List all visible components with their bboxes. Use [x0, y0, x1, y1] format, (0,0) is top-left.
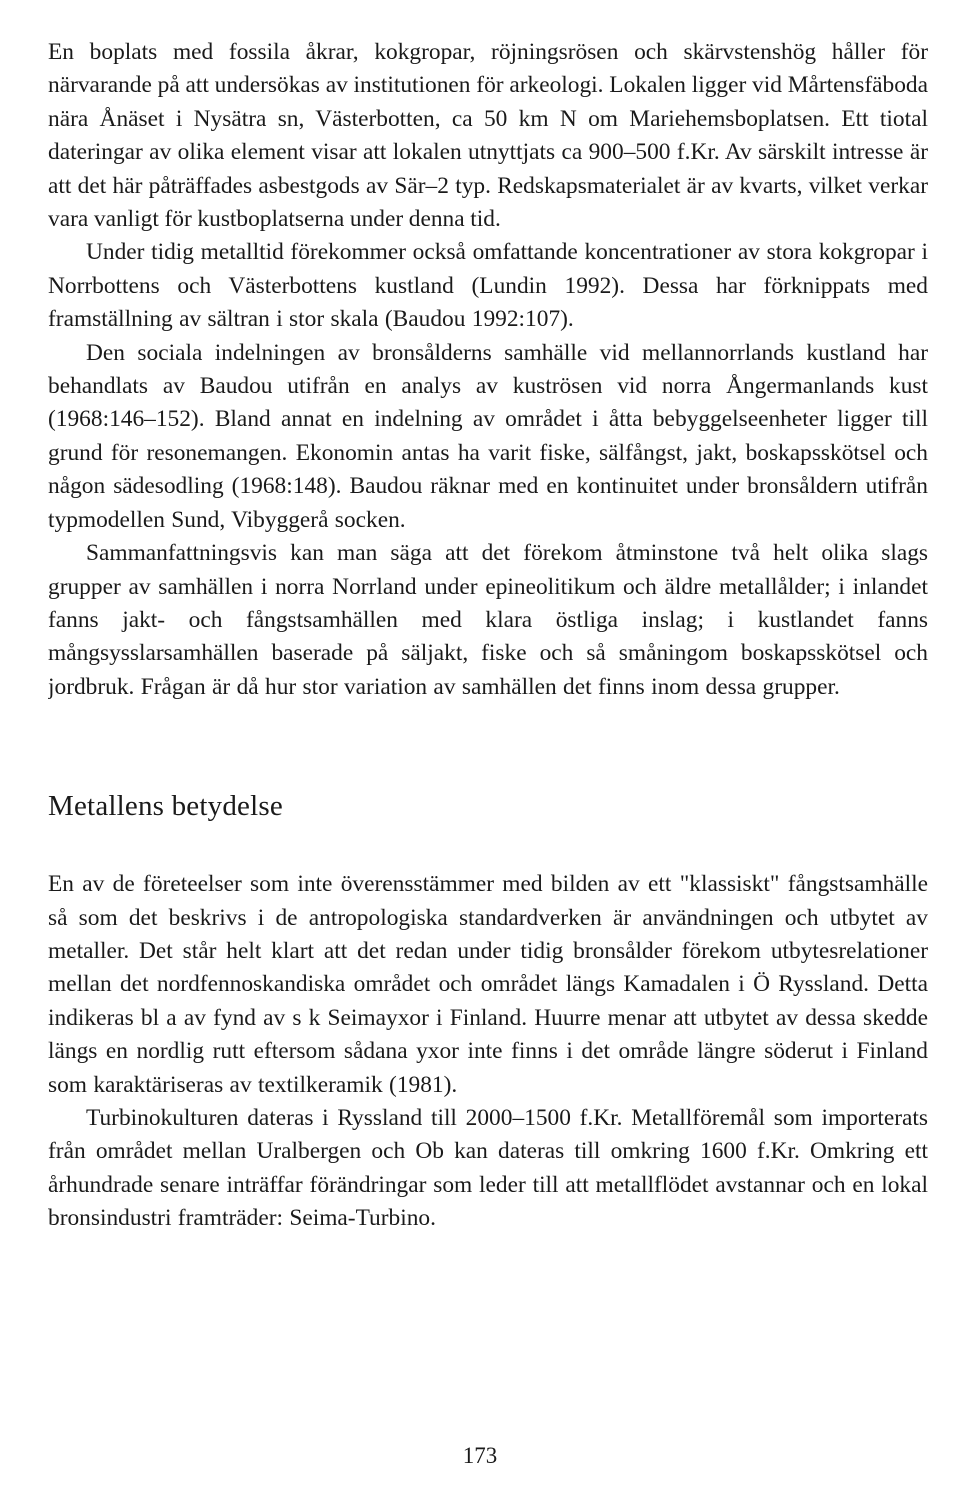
- body-paragraph: Under tidig metalltid förekommer också omfattande koncentrationer av stora kokgropar i Norrbottens och Västerbottens kustland (Lundin 1992). Dessa har förknippats med framställning av sältran i stor skala (Baudou 1992:107).: [48, 239, 928, 333]
- section-body: [48, 868, 928, 1235]
- page-number: 173: [462, 1443, 498, 1468]
- body-paragraph: Sammanfattningsvis kan man säga att det förekom åtminstone två helt olika slags grupper av samhällen i norra Norrland under epineolitikum och äldre metallålder; i inlandet fanns jakt- och fångstsamhällen med klara östliga inslag; i kustlandet fanns mångsysslarsamhällen baserade på säljakt, fiske och så småningom boskapsskötsel och jordbruk. Frågan är då hur stor variation av samhällen det finns inom dessa grupper.: [48, 540, 928, 700]
- body-paragraph: En boplats med fossila åkrar, kokgropar, röjningsrösen och skärvstenshög håller för närvarande på att undersökas av institutionen för arkeologi. Lokalen ligger vid Mårtensfäboda nära Ånäset i Nysätra sn, Västerbotten, ca 50 km N om Mariehemsboplatsen. Ett tiotal dateringar av olika element visar att lokalen utnyttjats ca 900–500 f.Kr. Av särskilt intresse är att det här påträffades asbestgods av Sär–2 typ. Redskapsmaterialet är av kvarts, vilket verkar vara vanligt för kustboplatserna under denna tid.: [48, 39, 928, 233]
- body-paragraph: Turbinokulturen dateras i Ryssland till 2000–1500 f.Kr. Metallföremål som importerats från området mellan Uralbergen och Ob kan dateras till omkring 1600 f.Kr. Omkring ett århundrade senare inträffar förändringar som leder till att metallflödet avstannar och en lokal bronsindustri framträder: Seima-Turbino.: [48, 1104, 928, 1232]
- body-paragraph: En av de företeelser som inte överensstämmer med bilden av ett "klassiskt" fångstsamhälle så som det beskrivs i de antropologiska standardverken är användningen och utbytet av metaller. Det står helt klart att det redan under tidig bronsålder förekom utbytesrelationer mellan det nordfennoskandiska området och området längs Kamadalen i Ö Ryssland. Detta indikeras bl a av fynd av s k Seimayxor i Finland. Huurre menar att utbytet av dessa skedde längs en nordlig rutt eftersom sådana yxor inte finns i det område längre söderut i Finland som karaktäriseras av textilkeramik (1981).: [48, 871, 928, 1098]
- document-page: [48, 36, 928, 1476]
- body-paragraph: Den sociala indelningen av bronsålderns samhälle vid mellannorrlands kustland har behandlats av Baudou utifrån en analys av kuströsen vid norra Ångermanlands kust (1968:146–152). Bland annat en indelning av området i åtta bebyggelseenheter ligger till grund för resonemangen. Ekonomin antas ha varit fiske, sälfångst, jakt, boskapsskötsel och någon sädesodling (1968:148). Baudou räknar med en kontinuitet under bronsåldern utifrån typmodellen Sund, Vibyggerå socken.: [48, 339, 928, 533]
- section-heading: Metallens betydelse: [48, 790, 283, 823]
